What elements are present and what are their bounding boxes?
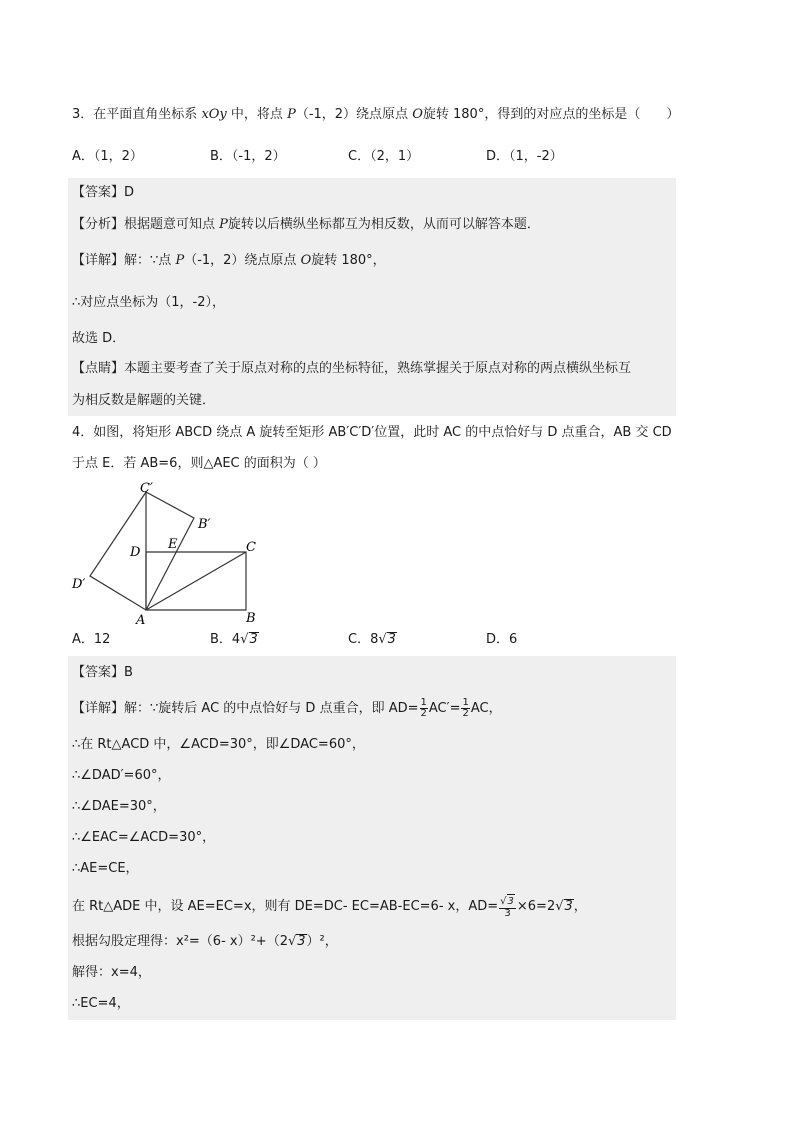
label-b: B	[246, 611, 256, 626]
q4-option-a: A．12	[72, 632, 111, 647]
q3-option-b: B．（-1，2）	[210, 149, 286, 164]
q4-step-7: 根据勾股定理得：x²=（6- x）²+（2√3）²，	[72, 934, 338, 949]
q4-option-c: C．8√3	[348, 632, 396, 647]
q4-answer: 【答案】B	[72, 665, 133, 680]
q4-option-b: B．4√3	[210, 632, 258, 647]
q4-step-5: ∴AE=CE，	[72, 861, 139, 876]
q3-option-d: D．（1，-2）	[486, 149, 563, 164]
fraction-sqrt3-over-3: $\frac{√3}{3}$	[500, 896, 514, 919]
q4-step-4: ∴∠EAC=∠ACD=30°，	[72, 830, 216, 845]
q3-option-c: C．（2，1）	[348, 149, 420, 164]
q3-detail: 【详解】解：∵点 P（-1，2）绕点原点 O旋转 180°，	[72, 253, 386, 268]
q3-answer: 【答案】D	[72, 185, 135, 200]
q3-step-1: ∴对应点坐标为（1，-2），	[72, 295, 226, 310]
q4-step-8: 解得：x=4，	[72, 965, 151, 980]
q3-stem: 3．在平面直角坐标系 xOy 中，将点 P（-1，2）绕点原点 O旋转 180°，得到的对应点的坐标是（ ）	[72, 107, 680, 122]
q3-comment-1: 【点睛】本题主要考查了关于原点对称的点的坐标特征，熟练掌握关于原点对称的两点横纵坐标互	[72, 361, 632, 376]
q3-step-2: 故选 D．	[72, 331, 126, 346]
label-c-prime: C′	[140, 481, 153, 496]
label-c: C	[246, 540, 256, 555]
label-a: A	[136, 613, 146, 628]
q4-step-3: ∴∠DAE=30°，	[72, 799, 166, 814]
q4-stem-line-2: 于点 E．若 AB=6，则△AEC 的面积为（ ）	[72, 456, 326, 471]
q3-option-a: A．（1，2）	[72, 149, 143, 164]
fraction-one-half-2: $\frac{1}{2}$	[462, 697, 469, 719]
q4-step-1: ∴在 Rt△ACD 中，∠ACD=30°，即∠DAC=60°，	[72, 737, 365, 752]
label-e: E	[168, 537, 178, 552]
q4-detail: 【详解】解：∵旋转后 AC 的中点恰好与 D 点重合，即 AD= $\frac{1}{2}$ AC′= $\frac{1}{2}$ AC，	[72, 697, 502, 719]
q4-step-6: 在 Rt△ADE 中，设 AE=EC=x，则有 DE=DC- EC=AB-EC=6- x，AD= $\frac{√3}{3}$ ×6=2√3，	[72, 896, 587, 919]
q3-comment-2: 为相反数是解题的关键．	[72, 393, 216, 408]
q4-stem-line-1: 4．如图，将矩形 ABCD 绕点 A 旋转至矩形 AB′C′D′位置，此时 AC 的中点恰好与 D 点重合，AB 交 CD	[72, 425, 672, 440]
label-d-prime: D′	[72, 577, 86, 592]
q4-geometry-figure	[70, 478, 270, 628]
q4-step-9: ∴EC=4，	[72, 996, 130, 1011]
q4-step-2: ∴∠DAD′=60°，	[72, 768, 171, 783]
q3-analysis: 【分析】根据题意可知点 P旋转以后横纵坐标都互为相反数，从而可以解答本题．	[72, 217, 540, 232]
q4-option-d: D．6	[486, 632, 518, 647]
fraction-one-half: $\frac{1}{2}$	[420, 697, 427, 719]
label-d: D	[130, 545, 141, 560]
label-b-prime: B′	[198, 517, 211, 532]
